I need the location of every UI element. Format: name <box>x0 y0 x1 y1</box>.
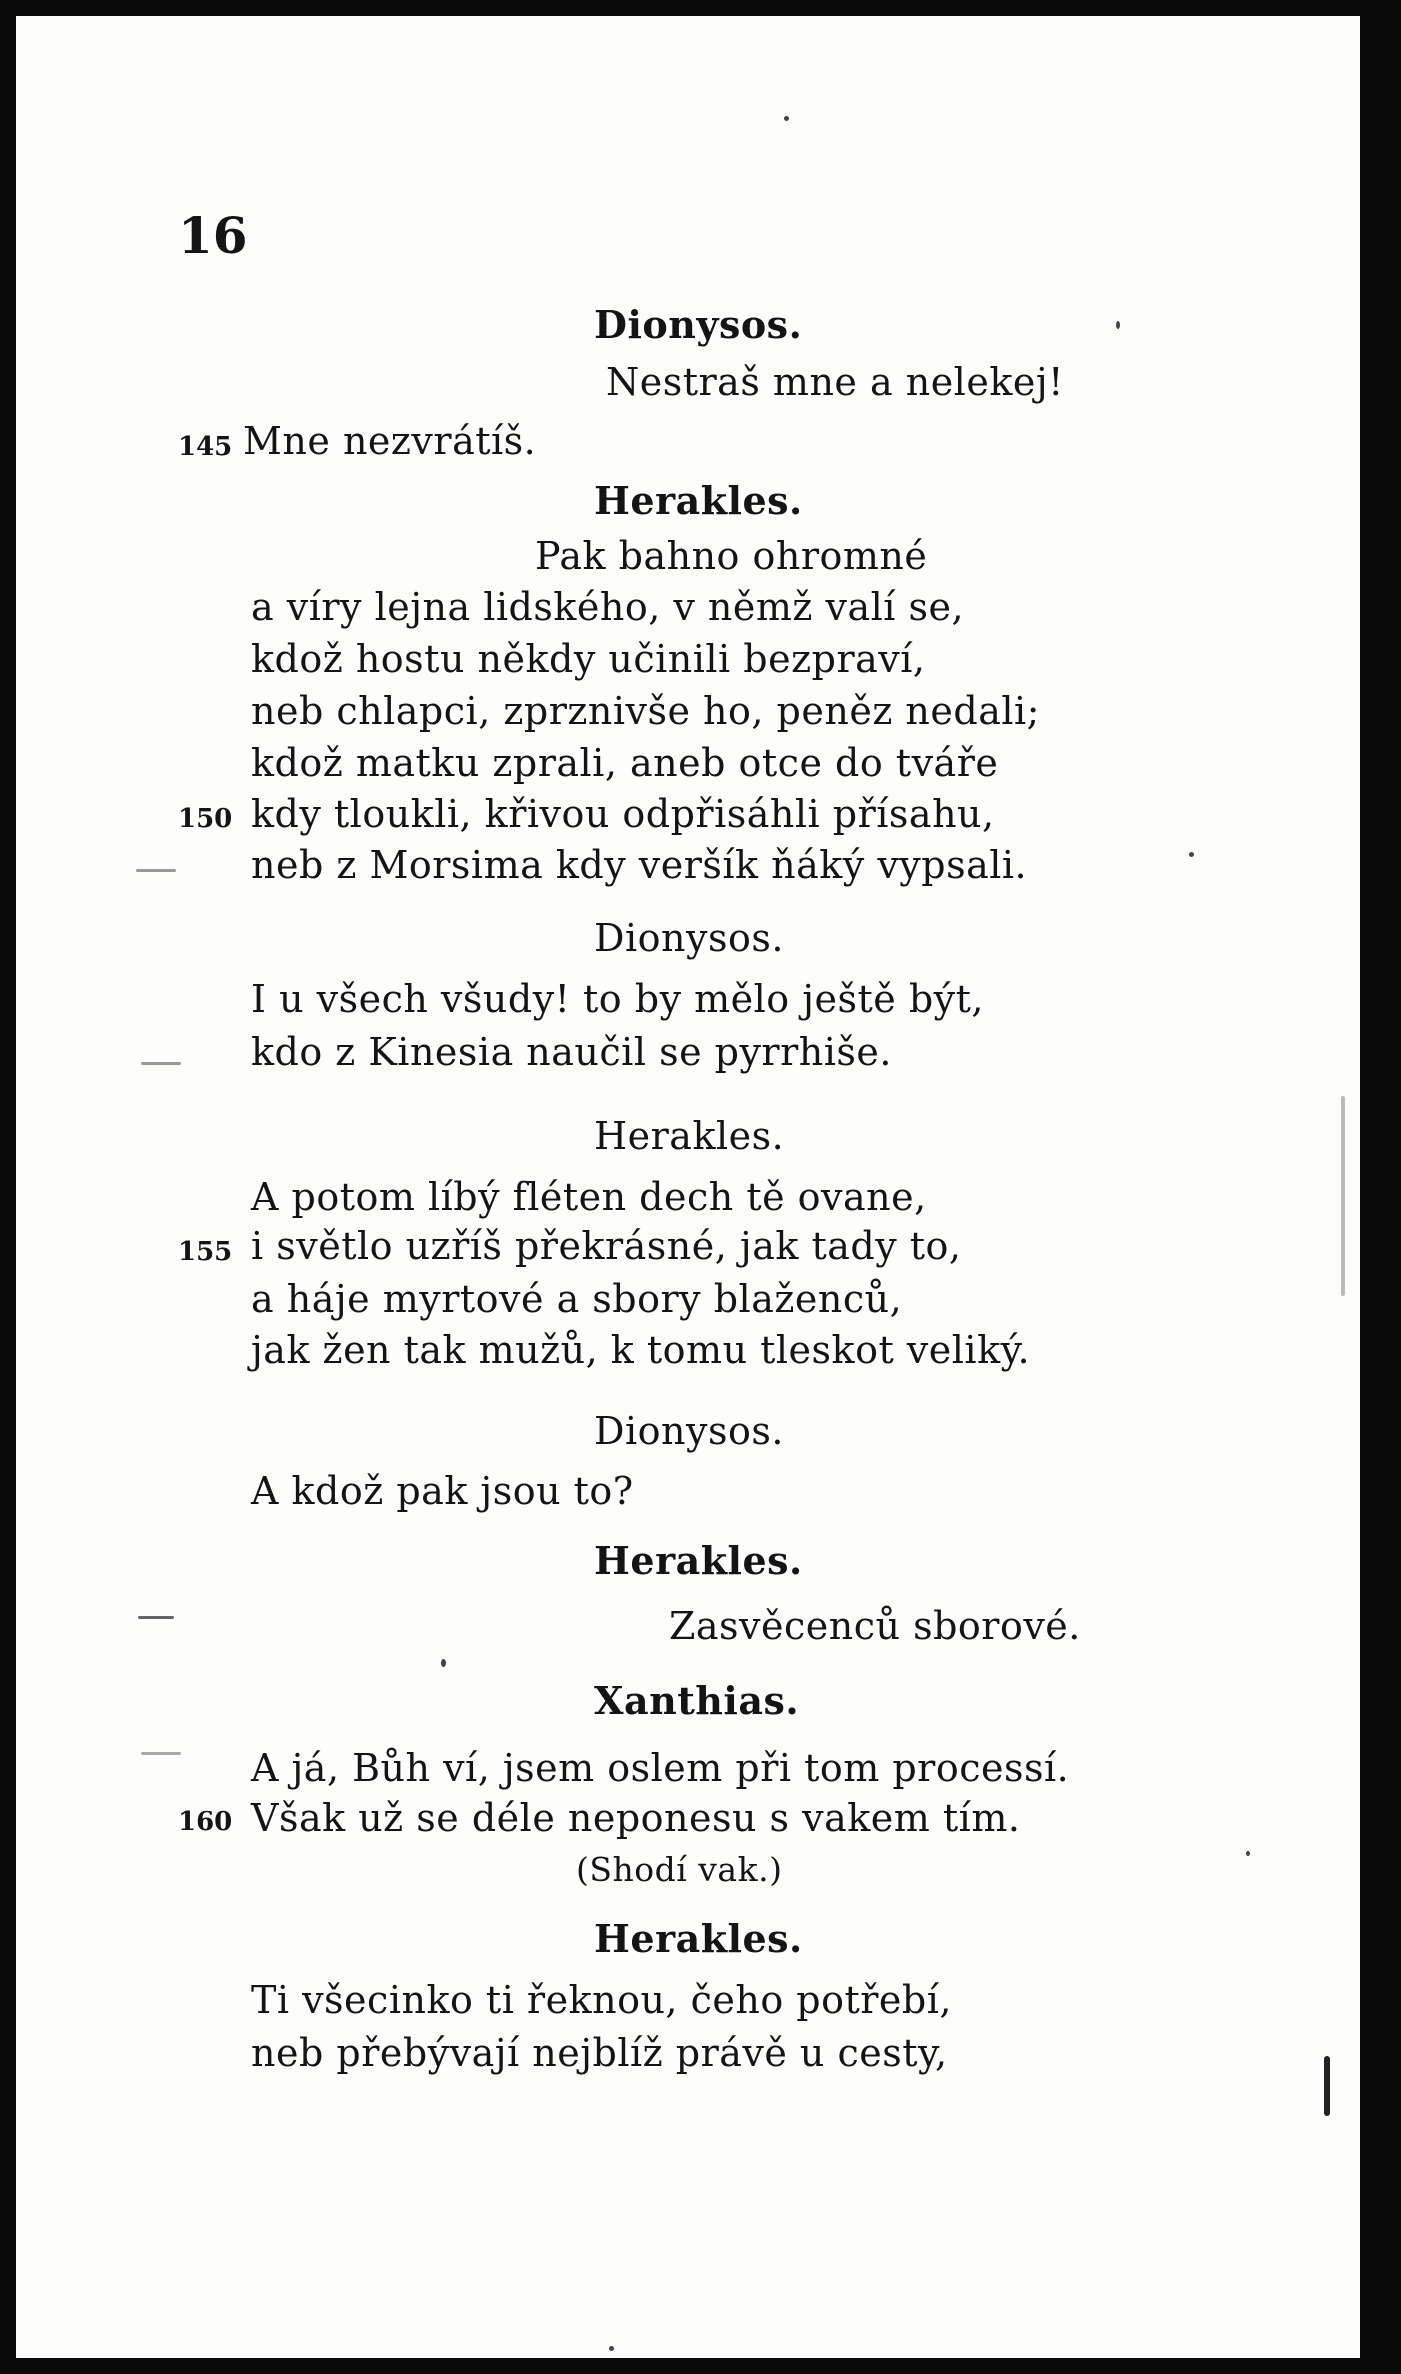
speaker-name: Xanthias. <box>594 1678 800 1723</box>
scan-speck <box>784 116 789 121</box>
text-block <box>16 16 1362 2358</box>
scan-speck <box>441 1659 446 1667</box>
scan-mark <box>136 869 176 872</box>
scan-speck <box>1189 852 1194 857</box>
verse-line: jak žen tak mužů, k tomu tleskot veliký. <box>251 1328 1031 1372</box>
scan-mark <box>1324 2056 1330 2116</box>
book-page <box>16 16 1362 2358</box>
verse-line: I u všech všudy! to by mělo ještě být, <box>251 977 985 1021</box>
scan-mark <box>1341 1096 1345 1296</box>
page-number: 16 <box>178 206 248 265</box>
stage-direction: (Shodí vak.) <box>576 1850 783 1889</box>
verse-line: neb z Morsima kdy veršík ňáký vypsali. <box>251 843 1028 887</box>
scan-speck <box>1246 1851 1250 1856</box>
verse-line: Však už se déle neponesu s vakem tím. <box>251 1796 1021 1840</box>
verse-line: kdy tloukli, křivou odpřisáhli přísahu, <box>251 792 995 836</box>
speaker-name: Dionysos. <box>594 916 784 960</box>
speaker-name: Herakles. <box>594 478 803 523</box>
scan-mark <box>141 1752 181 1755</box>
verse-line: a víry lejna lidského, v němž valí se, <box>251 585 965 629</box>
scan-mark <box>141 1062 181 1065</box>
line-number: 155 <box>178 1237 233 1267</box>
speaker-name: Dionysos. <box>594 302 803 347</box>
speaker-name: Herakles. <box>594 1538 803 1583</box>
verse-line: Pak bahno ohromné <box>535 534 928 578</box>
verse-line: Nestraš mne a nelekej! <box>606 360 1064 404</box>
verse-line: kdož matku zprali, aneb otce do tváře <box>251 741 999 785</box>
verse-line: Ti všecinko ti řeknou, čeho potřebí, <box>251 1978 952 2022</box>
line-number: 145 <box>178 432 233 462</box>
verse-line: Zasvěcenců sborové. <box>669 1604 1081 1648</box>
verse-line: Mne nezvrátíš. <box>243 419 537 463</box>
verse-line: kdo z Kinesia naučil se pyrrhiše. <box>251 1030 892 1074</box>
verse-line: kdož hostu někdy učinili bezpraví, <box>251 637 926 681</box>
scan-speck <box>609 2346 614 2351</box>
verse-line: A potom líbý fléten dech tě ovane, <box>251 1175 927 1219</box>
speaker-name: Herakles. <box>594 1114 785 1158</box>
verse-line: a háje myrtové a sbory blaženců, <box>251 1277 903 1321</box>
scan-border <box>1360 16 1384 2358</box>
verse-line: neb chlapci, zprznivše ho, peněz nedali; <box>251 689 1040 733</box>
verse-line: i světlo uzříš překrásné, jak tady to, <box>251 1224 962 1268</box>
verse-line: neb přebývají nejblíž právě u cesty, <box>251 2031 948 2075</box>
verse-line: A já, Bůh ví, jsem oslem při tom processí. <box>251 1746 1070 1790</box>
line-number: 150 <box>178 804 233 834</box>
line-number: 160 <box>178 1807 233 1837</box>
scan-mark <box>138 1616 174 1619</box>
verse-line: A kdož pak jsou to? <box>251 1469 634 1513</box>
scan-speck <box>1116 321 1120 329</box>
speaker-name: Dionysos. <box>594 1409 784 1453</box>
speaker-name: Herakles. <box>594 1916 803 1961</box>
